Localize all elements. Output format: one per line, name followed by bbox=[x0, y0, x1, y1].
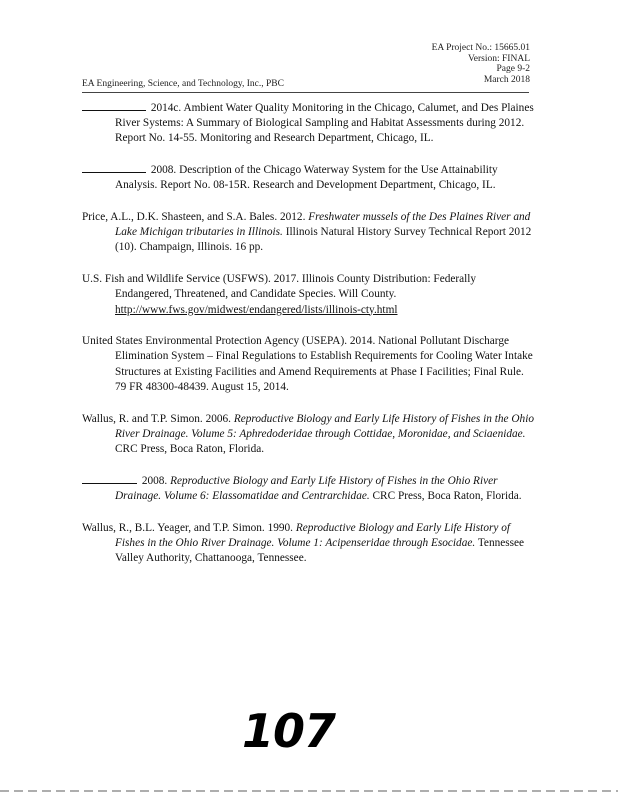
scan-artifact-line bbox=[0, 790, 618, 792]
reference-entry bbox=[82, 474, 534, 504]
document-date: March 2018 bbox=[483, 74, 530, 85]
header-metadata bbox=[432, 43, 530, 85]
reference-source: Illinois Natural History Survey Technical Report 2012 (10). Champaign, Illinois. 16 pp. bbox=[115, 226, 532, 254]
reference-source: CRC Press, Boca Raton, Florida. bbox=[372, 489, 522, 502]
header-divider bbox=[82, 92, 529, 93]
reference-text: United States Environmental Protection Agency (USEPA). 2014. National Pollutant Discharge Elimination System – Final Regulations to Establish Requirements for Cooling Water Intake Structures at Existing Facilities and Amend Requirements at Phase I Facilities; Final Rule. 79 FR 48300-48439. August 15, 2014. bbox=[82, 335, 533, 393]
reference-title: Reproductive Biology and Early Life History of Fishes in the Ohio River Drainage. Volume 1: Acipenseridae through Esocidae. bbox=[115, 521, 510, 549]
reference-entry bbox=[82, 334, 534, 395]
project-number: EA Project No.: 15665.01 bbox=[431, 43, 530, 53]
reference-authors: Price, A.L., D.K. Shasteen, and S.A. Bales. 2012. bbox=[82, 211, 306, 224]
reference-authors: Wallus, R., B.L. Yeager, and T.P. Simon. 1990. bbox=[82, 521, 293, 534]
reference-year: 2008. bbox=[141, 474, 168, 487]
reference-entry bbox=[82, 163, 534, 193]
reference-title: Reproductive Biology and Early Life History of Fishes in the Ohio River Drainage. Volume 6: Elassomatidae and Centrarchidae. bbox=[115, 474, 498, 502]
reference-title: Reproductive Biology and Early Life History of Fishes in the Ohio River Drainage. Volume 5: Aphredoderidae through Cottidae, Moronidae, and Sciaenidae. bbox=[115, 412, 534, 440]
reference-entry bbox=[82, 272, 534, 318]
reference-link[interactable]: http://www.fws.gov/midwest/endangered/lists/illinois-cty.html bbox=[115, 303, 398, 316]
reference-entry bbox=[82, 412, 534, 458]
reference-list bbox=[82, 101, 534, 583]
reference-source: CRC Press, Boca Raton, Florida. bbox=[115, 442, 265, 455]
author-repeat-blank bbox=[82, 110, 146, 111]
reference-authors: Wallus, R. and T.P. Simon. 2006. bbox=[82, 412, 231, 425]
reference-entry bbox=[82, 210, 534, 256]
handwritten-page-number: 107 bbox=[242, 704, 336, 758]
page-number: Page 9-2 bbox=[496, 64, 530, 74]
version-label: Version: FINAL bbox=[467, 53, 530, 64]
reference-source: Tennessee Valley Authority, Chattanooga, Tennessee. bbox=[115, 536, 525, 564]
reference-entry bbox=[82, 101, 534, 147]
reference-entry bbox=[82, 521, 534, 567]
reference-title: Freshwater mussels of the Des Plaines River and Lake Michigan tributaries in Illinois. bbox=[115, 211, 531, 239]
reference-text: 2014c. Ambient Water Quality Monitoring in the Chicago, Calumet, and Des Plaines River Systems: A Summary of Biological Sampling and Habitat Assessments during 2012. Report No. 14-55. Monitoring and Research Department, Chicago, IL. bbox=[115, 102, 534, 145]
author-repeat-blank bbox=[82, 483, 137, 484]
author-repeat-blank bbox=[82, 172, 146, 173]
reference-text: 2008. Description of the Chicago Waterway System for the Use Attainability Analysis. Report No. 08-15R. Research and Development Department, Chicago, IL. bbox=[115, 164, 498, 192]
company-name: EA Engineering, Science, and Technology, Inc., PBC bbox=[82, 79, 284, 89]
reference-text: U.S. Fish and Wildlife Service (USFWS). 2017. Illinois County Distribution: Federally Endangered, Threatened, and Candidate Species. Will County. bbox=[82, 273, 477, 301]
